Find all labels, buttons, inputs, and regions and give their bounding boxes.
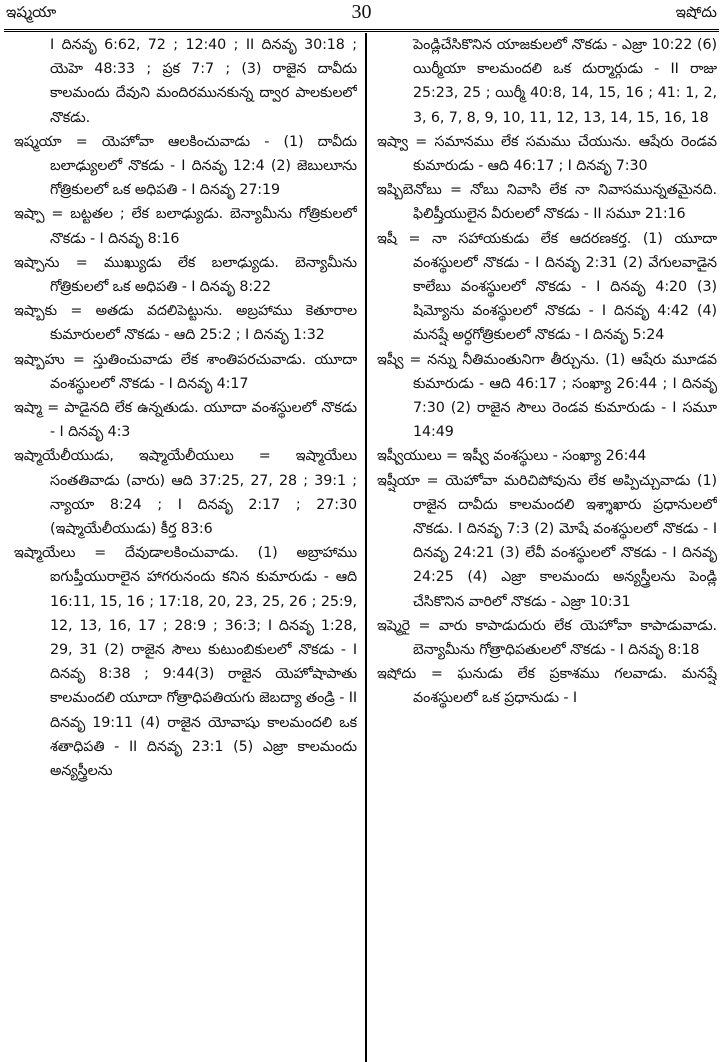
dictionary-entry: ఇష్పాను = ముఖ్యుడు లేక బలాఢ్యుడు. బెన్యామీను గోత్రికులలో ఒక అధిపతి - I దినవృ 8:22 [14,254,357,296]
dictionary-entry: ఇష్వీ = నన్ను నీతిమంతునిగా తీర్చును. (1) ఆషేరు మూడవ కుమారుడు - ఆది 46:17 ; సంఖ్యా 26:44 ; I దినవృ 7:30 (2) రాజైన సౌలు రెండవ కుమారుడు - I సమూ 14:49 [377,351,717,441]
dictionary-entry: ఇష్వా = సమానము లేక సమము చేయును. ఆషేరు రెండవ కుమారుడు - ఆది 46:17 ; I దినవృ 7:30 [377,133,717,175]
page-header [0,0,723,28]
dictionary-entry: I దినవృ 6:62, 72 ; 12:40 ; II దినవృ 30:18 ; యెహె 48:33 ; ప్రక 7:7 ; (3) రాజైన దావీదు కాలమందు దేవుని మందిరమునకున్న ద్వార పాలకులలో నొకడు. [50,37,357,126]
dictionary-entry: ఇషీ = నా సహాయకుడు లేక ఆదరణకర్త. (1) యూదా వంశస్థులలో నొకడు - I దినవృ 2:31 (2) వేగులవాడైన కాలేబు వంశస్థులలో నొకడు - I దినవృ 4:20 (3) షిమ్యోను వంశస్థులలో నొకడు - I దినవృ 4:42 (4) మనష్షే అర్ధగోత్రికులలో నొకడు - I దినవృ 5:24 [377,230,717,344]
dictionary-entry: ఇష్మెరై = వారు కాపాడుదురు లేక యెహోవా కాపాడువాడు. బెన్యామీను గోత్రాధిపతులలో నొకడు - I దినవృ 8:18 [377,617,717,659]
dictionary-entry: ఇష్వీయులు = ఇష్వీ వంశస్థులు - సంఖ్యా 26:44 [377,448,647,465]
page-number: 30 [351,1,372,23]
right-column [377,33,717,1062]
dictionary-entry: ఇషోదు = ఘనుడు లేక ప్రకాశము గలవాడు. మనష్షే వంశస్థులలో ఒక ప్రధానుడు - I [377,666,717,707]
dictionary-entry: ఇష్మయా = యెహోవా ఆలకించువాడు - (1) దావీదు బలాఢ్యులలో నొకడు - I దినవృ 12:4 (2) జెబులూను గోత్రికులలో ఒక అధిపతి - I దినవృ 27:19 [14,133,357,199]
dictionary-entry: ఇష్బిబెనోబు = నోబు నివాసి లేక నా నివాసమున్నతమైనది. ఫిలిష్తీయులైన వీరులలో నొకడు - II సమూ 21:16 [377,182,717,223]
dictionary-entry: ఇష్బాహు = స్తుతించువాడు లేక శాంతిపరచువాడు. యూదా వంశస్థులలో నొకడు - I దినవృ 4:17 [14,351,357,392]
dictionary-entry: ఇష్మాయేలు = దేవుడాలకించువాడు. (1) అబ్రాహాము ఐగుప్తీయురాలైన హాగరునందు కనిన కుమారుడు - ఆది 16:11, 15, 16 ; 17:18, 20, 23, 25, 26 ; 25:9, 12, 13, 16, 17 ; 28:9 ; 36:3; I దినవృ 1:28, 29, 31 (2) రాజైన సౌలు కుటుంబికులలో నొకడు - I దినవృ 8:38 ; 9:44(3) రాజైన యెహోషాపాతు కాలమందలి యూదా గోత్రాధిపతియగు జెబద్యా తండ్రి - II దినవృ 19:11 (4) రాజైన యోవాషు కాలమందలి ఒక శతాధిపతి - II దినవృ 23:1 (5) ఎజ్రా కాలమందు అన్యస్త్రీలను [14,545,357,780]
header-left-guide-word: ఇష్మయా [6,3,57,21]
left-column [14,33,357,1062]
header-right-guide-word: ఇషోదు [675,3,717,21]
dictionary-entry: ఇష్మాయేలీయుడు, ఇష్మాయేలీయులు = ఇష్మాయేలు సంతతివాడు (వారు) ఆది 37:25, 27, 28 ; 39:1 ; న్యాయా 8:24 ; I దినవృ 2:17 ; 27:30 (ఇష్మాయేలీయుడు) కీర్త 83:6 [14,448,357,538]
dictionary-entry: ఇష్బాకు = అతడు వదలిపెట్టును. అబ్రహాము కెతూరాల కుమారులలో నొకడు - ఆది 25:2 ; I దినవృ 1:32 [14,303,357,344]
dictionary-entry: ఇష్పా = బట్టతల ; లేక బలాఢ్యుడు. బెన్యామీను గోత్రికులలో నొకడు - I దినవృ 8:16 [14,206,357,247]
dictionary-entry: ఇష్మా = పాడైనది లేక ఉన్నతుడు. యూదా వంశస్థులలో నొకడు - I దినవృ 4:3 [14,400,357,441]
column-divider [365,33,367,1062]
dictionary-entry: ఇష్షీయా = యెహోవా మరిచిపోవును లేక అప్పిచ్చువాడు (1) రాజైన దావీదు కాలమందలి ఇశ్శాఖారు ప్రధానులలో నొకడు. I దినవృ 7:3 (2) మోషే వంశస్థులలో నొకడు - I దినవృ 24:21 (3) లేవీ వంశస్థులలో నొకడు - I దినవృ 24:25 (4) ఎజ్రా కాలమందు అన్యస్త్రీలను పెండ్లి చేసికొనిన వారిలో నొకడు - ఎజ్రా 10:31 [377,472,717,610]
dictionary-entry: పెండ్లిచేసికొనిన యాజకులలో నొకడు - ఎజ్రా 10:22 (6) యిర్మీయా కాలమందలి ఒక దుర్మార్గుడు - II రాజు 25:23, 25 ; యిర్మీ 40:8, 14, 15, 16 ; 41: 1, 2, 3, 6, 7, 8, 9, 10, 11, 12, 13, 14, 15, 16, 18 [413,37,717,126]
header-rule [4,29,719,32]
